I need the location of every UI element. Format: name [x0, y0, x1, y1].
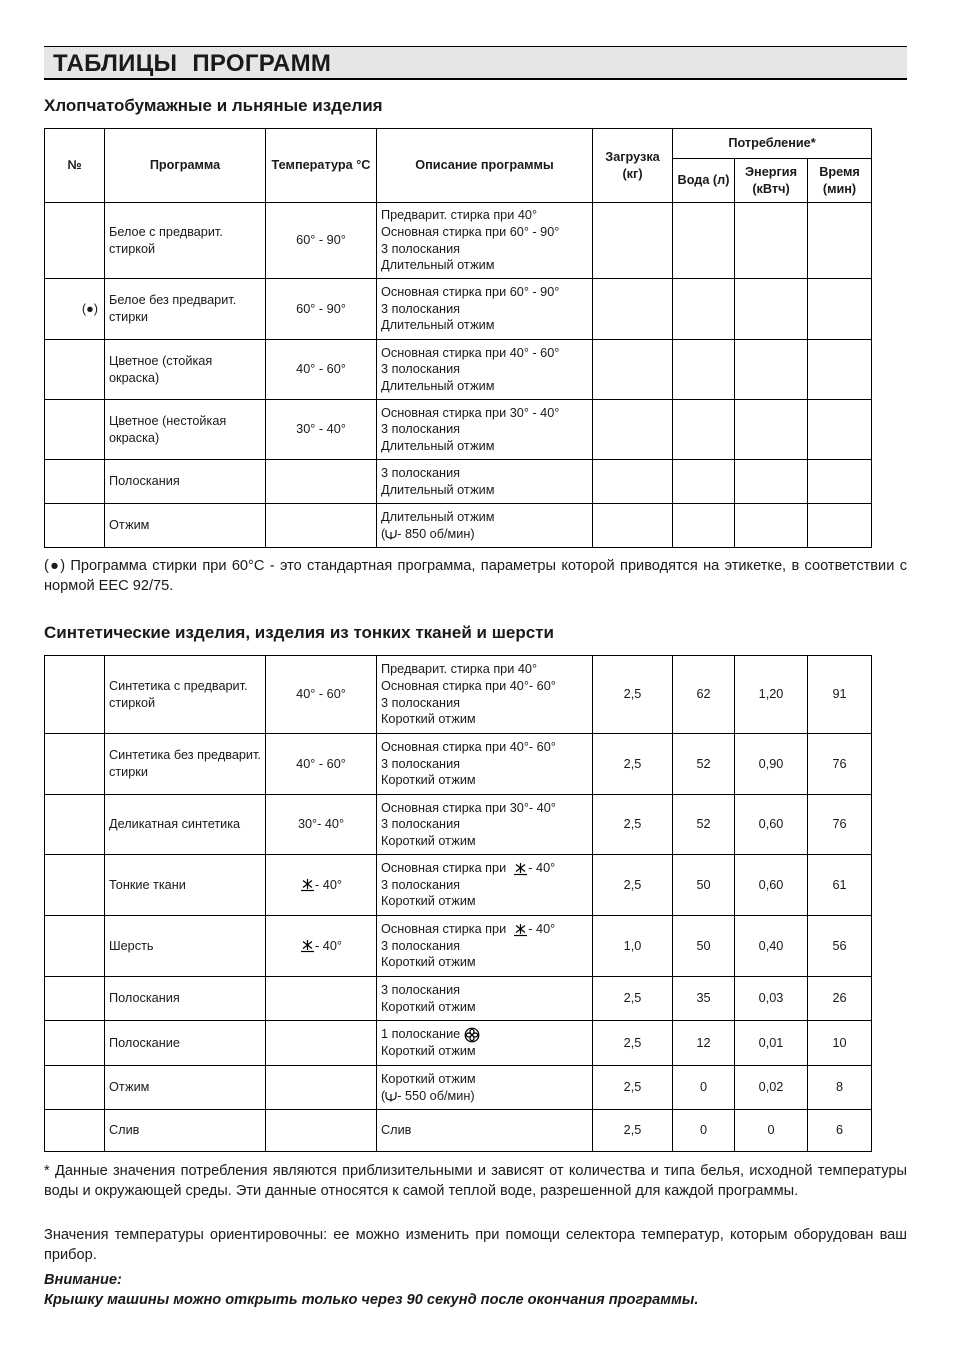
description-line: [381, 1026, 588, 1043]
description-line: [381, 345, 588, 362]
description-line: [381, 921, 588, 938]
description-text: 3 полоскания: [381, 301, 461, 316]
temperature-cell: [266, 1021, 377, 1066]
program-name-cell: Отжим: [105, 1066, 266, 1110]
program-name-cell: Отжим: [105, 504, 266, 548]
header-temperature: Температура °С: [266, 129, 377, 203]
water-cell: 12: [673, 1021, 735, 1066]
header-load: Загрузка (кг): [593, 129, 673, 203]
program-description-cell: [377, 916, 593, 977]
description-line: [381, 361, 588, 378]
description-text: Длительный отжим: [381, 378, 495, 393]
table-row: [45, 734, 872, 795]
energy-cell: 0,90: [735, 734, 808, 795]
row-number-cell: [45, 203, 105, 279]
description-line: [381, 860, 588, 877]
description-text: Короткий отжим: [381, 833, 476, 848]
description-line: [381, 800, 588, 817]
description-text: Длительный отжим: [381, 482, 495, 497]
temperature-value: - 40°: [315, 938, 342, 953]
load-cell: [593, 203, 673, 279]
temperature-cell: [266, 279, 377, 340]
temperature-value: - 40°: [315, 877, 342, 892]
description-line: [381, 224, 588, 241]
description-text: 3 полоскания: [381, 362, 461, 377]
load-cell: 2,5: [593, 656, 673, 734]
program-description-cell: [377, 504, 593, 548]
description-text: Слив: [381, 1123, 412, 1138]
description-text: - 850 об/мин): [397, 526, 475, 541]
program-description-cell: [377, 656, 593, 734]
warning-text: Крышку машины можно открыть только через 90 секунд после окончания программы.: [44, 1292, 699, 1308]
temperature-cell: [266, 977, 377, 1021]
consumption-footnote: * Данные значения потребления являются приблизительными и зависят от количества и типа белья, исходной температуры воды и окружающей среды. Эти данные относятся к самой теплой воде, разрешенной для каждой программы.: [44, 1163, 907, 1199]
rinse-fan-icon: [464, 1027, 480, 1043]
program-name-cell: Белое с предварит. стиркой: [105, 203, 266, 279]
table-row: [45, 1110, 872, 1152]
description-text: Предварит. стирка при 40°: [381, 662, 538, 677]
description-text: Короткий отжим: [381, 1071, 476, 1086]
table-row: [45, 203, 872, 279]
water-cell: 35: [673, 977, 735, 1021]
description-line: [381, 833, 588, 850]
time-cell: [808, 340, 872, 400]
description-text: Короткий отжим: [381, 955, 476, 970]
temperature-cell: [266, 855, 377, 916]
program-name-cell: Синтетика с предварит. стиркой: [105, 656, 266, 734]
description-line: [381, 661, 588, 678]
water-cell: 0: [673, 1110, 735, 1152]
load-cell: 2,5: [593, 1110, 673, 1152]
time-cell: 61: [808, 855, 872, 916]
description-temp-suffix: - 40°: [528, 922, 556, 937]
program-name-cell: Полоскания: [105, 977, 266, 1021]
synthetics-program-table: [44, 655, 872, 1152]
description-text: Основная стирка при 60° - 90°: [381, 285, 560, 300]
energy-cell: 0,40: [735, 916, 808, 977]
description-line: [381, 756, 588, 773]
description-line: [381, 465, 588, 482]
description-text: 3 полоскания: [381, 817, 461, 832]
energy-cell: [735, 340, 808, 400]
description-text: Длительный отжим: [381, 318, 495, 333]
description-line: [381, 421, 588, 438]
program-description-cell: [377, 460, 593, 504]
temperature-value: 30° - 40°: [296, 422, 346, 437]
temperature-cell: [266, 656, 377, 734]
cold-wash-icon: [513, 862, 528, 876]
description-text: Основная стирка при 40°- 60°: [381, 740, 556, 755]
load-cell: 2,5: [593, 1066, 673, 1110]
row-number-cell: [45, 504, 105, 548]
temperature-cell: [266, 795, 377, 855]
description-line: [381, 438, 588, 455]
table-row: [45, 460, 872, 504]
description-text: 3 полоскания: [381, 756, 461, 771]
row-number-cell: [45, 795, 105, 855]
spin-speed-icon: [385, 1090, 397, 1102]
description-line: [381, 257, 588, 274]
program-name-cell: Полоскание: [105, 1021, 266, 1066]
row-number-cell: [45, 400, 105, 460]
load-cell: [593, 460, 673, 504]
table-row: [45, 656, 872, 734]
cold-wash-icon: [513, 923, 528, 937]
spin-speed-icon: [385, 528, 397, 540]
time-cell: [808, 460, 872, 504]
description-line: [381, 877, 588, 894]
table-row: [45, 916, 872, 977]
row-number-cell: [45, 734, 105, 795]
time-cell: 6: [808, 1110, 872, 1152]
energy-cell: 0,01: [735, 1021, 808, 1066]
description-line: [381, 482, 588, 499]
program-description-cell: [377, 400, 593, 460]
description-line: ( - 550 об/мин): [381, 1088, 475, 1103]
description-line: [381, 816, 588, 833]
water-cell: 50: [673, 916, 735, 977]
description-text: 3 полоскания: [381, 877, 461, 892]
description-line: [381, 695, 588, 712]
cold-wash-icon: [300, 878, 315, 892]
water-cell: [673, 279, 735, 340]
temperature-cell: [266, 734, 377, 795]
header-program: Программа: [105, 129, 266, 203]
description-line: [381, 241, 588, 258]
program-description-cell: [377, 1110, 593, 1152]
description-text: 3 полоскания: [381, 695, 461, 710]
description-text: Короткий отжим: [381, 894, 476, 909]
program-name-cell: Шерсть: [105, 916, 266, 977]
description-text: Основная стирка при 60° - 90°: [381, 224, 560, 239]
load-cell: 2,5: [593, 1021, 673, 1066]
description-text: Основная стирка при 30°- 40°: [381, 800, 556, 815]
load-cell: 2,5: [593, 734, 673, 795]
description-text: Основная стирка при 30° - 40°: [381, 405, 560, 420]
table-row: [45, 400, 872, 460]
program-description-cell: [377, 734, 593, 795]
description-line: [381, 999, 588, 1016]
description-line: [381, 207, 588, 224]
program-description-cell: [377, 279, 593, 340]
description-text: 3 полоскания: [381, 465, 461, 480]
load-cell: [593, 400, 673, 460]
temperature-cell: [266, 400, 377, 460]
warning-title: Внимание:: [44, 1272, 122, 1288]
temperature-cell: [266, 916, 377, 977]
table-row: [45, 855, 872, 916]
load-cell: 2,5: [593, 977, 673, 1021]
section-title-synthetics: Синтетические изделия, изделия из тонких тканей и шерсти: [44, 623, 554, 642]
water-cell: 62: [673, 656, 735, 734]
description-line: [381, 982, 588, 999]
description-text: Короткий отжим: [381, 773, 476, 788]
row-number-cell: [45, 977, 105, 1021]
temperature-value: 40° - 60°: [296, 687, 346, 702]
energy-cell: 0,60: [735, 795, 808, 855]
description-line: [381, 711, 588, 728]
section-title-cotton: Хлопчатобумажные и льняные изделия: [44, 96, 383, 115]
temperature-value: 60° - 90°: [296, 301, 346, 316]
time-cell: 76: [808, 734, 872, 795]
program-name-cell: Слив: [105, 1110, 266, 1152]
description-text: Основная стирка при: [381, 922, 507, 937]
program-description-cell: [377, 795, 593, 855]
description-text: 3 полоскания: [381, 982, 461, 997]
description-text: 3 полоскания: [381, 241, 461, 256]
description-text: Короткий отжим: [381, 1044, 476, 1059]
water-cell: [673, 340, 735, 400]
time-cell: [808, 279, 872, 340]
program-name-cell: Белое без предварит. стирки: [105, 279, 266, 340]
time-cell: [808, 400, 872, 460]
description-text: Длительный отжим: [381, 438, 495, 453]
description-text: Короткий отжим: [381, 712, 476, 727]
load-cell: [593, 279, 673, 340]
table-row: [45, 795, 872, 855]
description-line: [381, 284, 588, 301]
program-name-cell: Цветное (стойкая окраска): [105, 340, 266, 400]
description-line: [381, 1122, 588, 1139]
row-number-cell: [45, 855, 105, 916]
description-line: [381, 1071, 588, 1088]
time-cell: [808, 203, 872, 279]
temperature-cell: [266, 460, 377, 504]
row-number-cell: [45, 1066, 105, 1110]
temperature-cell: [266, 340, 377, 400]
row-number-cell: [45, 1110, 105, 1152]
load-cell: 2,5: [593, 795, 673, 855]
program-description-cell: [377, 977, 593, 1021]
load-cell: [593, 340, 673, 400]
program-description-cell: [377, 855, 593, 916]
header-consumption: Потребление*: [673, 129, 872, 159]
row-number-cell: [45, 340, 105, 400]
time-cell: 8: [808, 1066, 872, 1110]
water-cell: [673, 460, 735, 504]
description-text: Основная стирка при 40°- 60°: [381, 678, 556, 693]
header-time: Время (мин): [808, 159, 872, 203]
description-line: ( - 850 об/мин): [381, 526, 475, 541]
table-row: [45, 279, 872, 340]
description-line: [381, 405, 588, 422]
description-line: [381, 938, 588, 955]
temperature-cell: [266, 504, 377, 548]
table-row: [45, 504, 872, 548]
row-number-cell: [45, 656, 105, 734]
description-text: 1 полоскание: [381, 1027, 461, 1042]
temperature-value: 30°- 40°: [297, 817, 345, 832]
water-cell: [673, 400, 735, 460]
cold-wash-icon: [300, 939, 315, 953]
time-cell: 56: [808, 916, 872, 977]
description-line: [381, 317, 588, 334]
description-text: 3 полоскания: [381, 422, 461, 437]
energy-cell: [735, 460, 808, 504]
description-line: [381, 378, 588, 395]
header-description: Описание программы: [377, 129, 593, 203]
header-water: Вода (л): [673, 159, 735, 203]
energy-cell: [735, 279, 808, 340]
description-text: Предварит. стирка при 40°: [381, 208, 538, 223]
page-title: ТАБЛИЦЫ ПРОГРАММ: [53, 50, 332, 77]
temperature-cell: [266, 203, 377, 279]
program-description-cell: [377, 1021, 593, 1066]
water-cell: 50: [673, 855, 735, 916]
temperature-value: 40° - 60°: [296, 362, 346, 377]
row-number-cell: [45, 1021, 105, 1066]
energy-cell: [735, 203, 808, 279]
load-cell: 1,0: [593, 916, 673, 977]
cotton-program-table: [44, 128, 872, 548]
description-text: Короткий отжим: [381, 999, 476, 1014]
program-name-cell: Полоскания: [105, 460, 266, 504]
temperature-cell: [266, 1110, 377, 1152]
time-cell: 76: [808, 795, 872, 855]
water-cell: 52: [673, 795, 735, 855]
table-row: [45, 1066, 872, 1110]
description-line: [381, 509, 588, 526]
temperature-value: 40° - 60°: [296, 756, 346, 771]
time-cell: 10: [808, 1021, 872, 1066]
program-name-cell: Тонкие ткани: [105, 855, 266, 916]
water-cell: 0: [673, 1066, 735, 1110]
description-line: [381, 893, 588, 910]
description-line: [381, 678, 588, 695]
description-text: Основная стирка при: [381, 861, 507, 876]
description-line: [381, 772, 588, 789]
program-name-cell: Деликатная синтетика: [105, 795, 266, 855]
table-row: [45, 977, 872, 1021]
row-number-cell: [45, 916, 105, 977]
water-cell: 52: [673, 734, 735, 795]
standard-program-note: (●) Программа стирки при 60°С - это стандартная программа, параметры которой приводятся на этикетке, в соответствии с нормой ЕЕС 92/75.: [44, 558, 907, 594]
header-no: №: [45, 129, 105, 203]
description-text: - 550 об/мин): [397, 1088, 475, 1103]
description-line: [381, 301, 588, 318]
load-cell: [593, 504, 673, 548]
temperature-cell: [266, 1066, 377, 1110]
time-cell: 26: [808, 977, 872, 1021]
page-header-bar: [44, 46, 907, 80]
energy-cell: [735, 400, 808, 460]
description-text: 3 полоскания: [381, 938, 461, 953]
description-text: Длительный отжим: [381, 258, 495, 273]
program-description-cell: [377, 203, 593, 279]
header-energy: Энергия (кВтч): [735, 159, 808, 203]
row-number-cell: (●): [45, 279, 105, 340]
energy-cell: [735, 504, 808, 548]
program-description-cell: [377, 1066, 593, 1110]
time-cell: 91: [808, 656, 872, 734]
temperature-value: 60° - 90°: [296, 233, 346, 248]
water-cell: [673, 504, 735, 548]
row-number-cell: [45, 460, 105, 504]
description-text: Длительный отжим: [381, 509, 495, 524]
description-text: Основная стирка при 40° - 60°: [381, 345, 560, 360]
program-name-cell: Синтетика без предварит. стирки: [105, 734, 266, 795]
description-line: [381, 954, 588, 971]
energy-cell: 0,02: [735, 1066, 808, 1110]
water-cell: [673, 203, 735, 279]
energy-cell: 0: [735, 1110, 808, 1152]
time-cell: [808, 504, 872, 548]
description-line: [381, 1043, 588, 1060]
program-name-cell: Цветное (нестойкая окраска): [105, 400, 266, 460]
temperature-note: Значения температуры ориентировочны: ее можно изменить при помощи селектора температур, которым оборудован ваш прибор.: [44, 1227, 907, 1263]
load-cell: 2,5: [593, 855, 673, 916]
description-temp-suffix: - 40°: [528, 861, 556, 876]
energy-cell: 0,60: [735, 855, 808, 916]
table-row: [45, 340, 872, 400]
program-description-cell: [377, 340, 593, 400]
energy-cell: 1,20: [735, 656, 808, 734]
table-row: [45, 1021, 872, 1066]
energy-cell: 0,03: [735, 977, 808, 1021]
description-line: [381, 739, 588, 756]
